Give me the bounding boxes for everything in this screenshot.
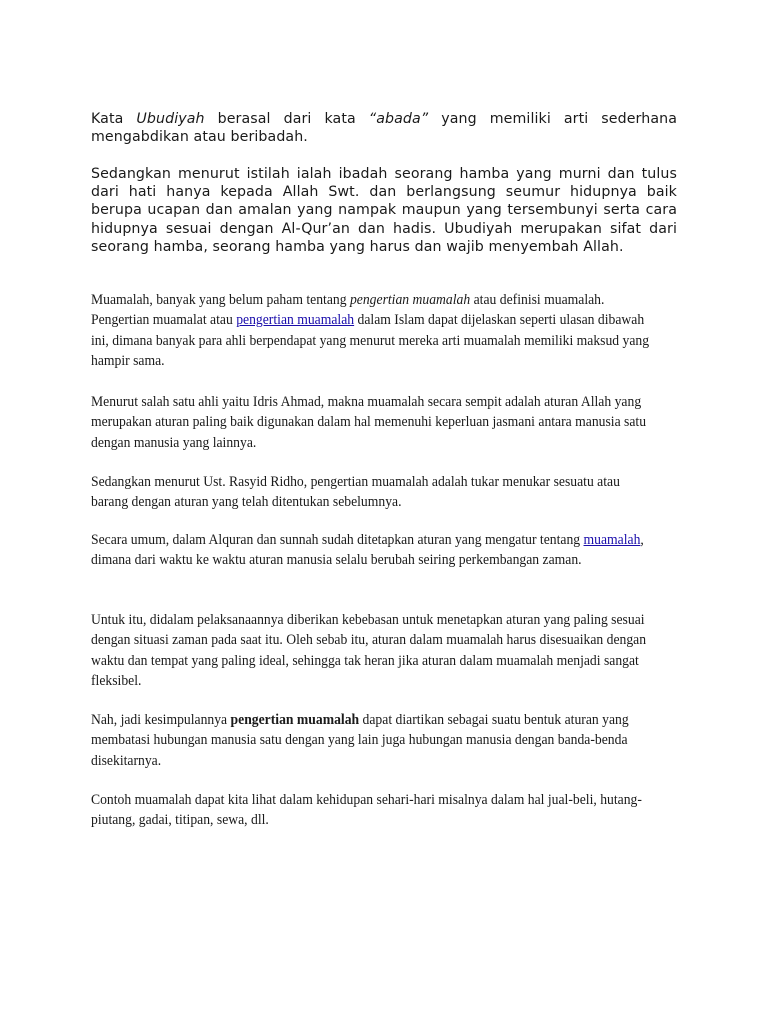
paragraph-7: Untuk itu, didalam pelaksanaannya diberikan kebebasan untuk menetapkan aturan yang paling sesuai dengan situasi zaman pada saat itu. Oleh sebab itu, aturan dalam muamalah harus disesuaikan dengan waktu dan tempat yang paling ideal, sehingga tak heran jika aturan dalam muamalah menjadi sangat fleksibel. <box>91 612 647 689</box>
text-run: Secara umum, dalam Alquran dan sunnah sudah ditetapkan aturan yang mengatur tentang <box>91 532 584 548</box>
italic-term-pengertian-muamalah: pengertian muamalah <box>349 292 471 308</box>
paragraph-muamalah-intro <box>91 290 656 371</box>
paragraph-alquran-sunnah <box>91 530 656 571</box>
text-run: berasal dari kata <box>204 111 369 127</box>
paragraph-rasyid-ridho <box>91 472 656 513</box>
link-muamalah[interactable]: muamalah <box>583 532 641 548</box>
paragraph-3 <box>91 290 656 371</box>
paragraph-5: Sedangkan menurut Ust. Rasyid Ridho, pengertian muamalah adalah tukar menukar sesuatu atau barang dengan aturan yang telah ditentukan sebelumnya. <box>91 474 620 511</box>
text-run: atau definisi muamalah. Pengertian muamalat atau <box>91 292 605 329</box>
paragraph-1 <box>91 110 677 146</box>
paragraph-contoh <box>91 790 656 831</box>
paragraph-2: Sedangkan menurut istilah ialah ibadah seorang hamba yang murni dan tulus dari hati hanya kepada Allah Swt. dan berlangsung seumur hidupnya baik berupa ucapan dan amalan yang nampak maupun yang tersembunyi serta cara hidupnya sesuai dengan Al-Qur’an dan hadis. Ubudiyah merupakan sifat dari seorang hamba, seorang hamba yang harus dan wajib menyembah Allah. <box>91 166 677 255</box>
text-run: dapat diartikan sebagai suatu bentuk aturan yang membatasi hubungan manusia satu dengan yang lain juga hubungan manusia dengan banda-benda disekitarnya. <box>91 712 629 769</box>
italic-term-ubudiyah: Ubudiyah <box>136 111 205 127</box>
text-run: , dimana dari waktu ke waktu aturan manusia selalu berubah seiring perkembangan zaman. <box>91 532 644 569</box>
bold-term-pengertian-muamalah: pengertian muamalah <box>230 712 360 728</box>
italic-term-abada: “abada” <box>368 111 429 127</box>
paragraph-9: Contoh muamalah dapat kita lihat dalam kehidupan sehari-hari misalnya dalam hal jual-beli, hutang-piutang, gadai, titipan, sewa, dll. <box>91 792 642 829</box>
text-run: yang memiliki arti sederhana mengabdikan atau beribadah. <box>91 111 677 146</box>
text-run: Kata <box>91 111 137 127</box>
text-run: Muamalah, banyak yang belum paham tentang <box>91 292 350 308</box>
paragraph-4: Menurut salah satu ahli yaitu Idris Ahmad, makna muamalah secara sempit adalah aturan Allah yang merupakan aturan paling baik digunakan dalam hal memenuhi keperluan jasmani antara manusia satu dengan manusia yang lainnya. <box>91 394 647 451</box>
paragraph-kesimpulan <box>91 710 656 771</box>
paragraph-8 <box>91 710 656 771</box>
paragraph-6 <box>91 530 656 571</box>
link-pengertian-muamalah[interactable]: pengertian muamalah <box>236 312 355 329</box>
text-run: Nah, jadi kesimpulannya <box>91 712 231 728</box>
paragraph-ubudiyah-definition <box>91 110 677 146</box>
paragraph-idris-ahmad <box>91 392 656 453</box>
paragraph-ubudiyah-term <box>91 165 677 256</box>
text-run: dalam Islam dapat dijelaskan seperti ulasan dibawah ini, dimana banyak para ahli berpendapat yang menurut mereka arti muamalah memiliki maksud yang hampir sama. <box>91 312 650 369</box>
paragraph-pelaksanaan <box>91 610 656 691</box>
